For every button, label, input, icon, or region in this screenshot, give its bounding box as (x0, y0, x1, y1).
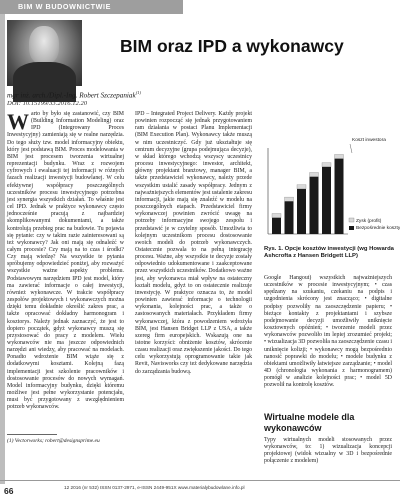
column-3-text: Google Hangout) wszystkich najważniejszych uczestników w procesie inwestycyjnym; • czas spędzany na szukaniu, czekaniu na podpis i uzgodnienia skrócony jest znacząco; • digitalne podpisy pozwoliły na zaoszczędzenie papieru; • bieżące kontakty z projektantami i szybsze podejmowanie decyzji umożliwiły uniknięcie kosztownych opóźnień; • tworzenie modeli przez wykonawców pozwoliło im lepiej zrozumieć projekt; • wizualizacja 3D pozwoliła na zaoszczędzenie czasu i uniknięcie kolizji; • wykonawcy mogą bezpośrednio nanosić poprawki do modelu; • modele budynku z obiektami umożliwiły łatwiejsze zarządzanie; • model 4D (chronologia wykonania z harmonogramem) pomógł w analizie kolejności prac; • model 5D pozwolił na kontrolę kosztów. (264, 275, 392, 389)
column-1 (7, 111, 124, 412)
column-1-text: arto by było się zastanowić, czy BIM (Building Information Modeling) oraz IPD (Integrowany Proces Inwestycyjny) zamieniają się w realne narzędzia. Do tego służy tzw. model informacyjny obiektu, który jest podstawą BIM. Proces modelowania w BIM jest procesem tworzenia wirtualnej reprezentacji budynku. Wraz z rozwojem cyfrowych i ewaluacji tej informacji w różnych fazach realizacji inwestycji budowlanej. W celu efektywnej współpracy poszczególnych uczestników procesu inwestycyjnego potrzebna jest synergia wszystkich działań. To właśnie jest cel IPD. Jednak w praktyce wykonawcy często jednocześnie pracują z najbardziej skomplikowanymi dokumentami, a także kontrolują przebieg prac na budowie. Tu pojawia się pytanie: czy w takim razie zainteresowani są też wykonawcy? Jak oni mają się odnaleźć w całym procesie? Czy mają na to czas i środki? Czy mają wiedzę? Na wszystkie te pytania spróbujemy odpowiedzieć poniżej, aby rozważyć wszystkie ważne aspekty problemu. Podstawowym narzędziem IPD jest model, który ma zawierać informacje o całej inwestycji, również wykonawcze. W trakcie współpracy zespołów projektowych i wykonawczych można dzięki temu dokładnie określić zakres prac, a także opracować dokładny harmonogram i kosztorys. Należy jednak zaznaczyć, że jest to dopiero początek, gdyż wykonawcy muszą się przystosować do pracy z modelem. Wielu wykonawców nie ma jeszcze odpowiednich narzędzi ani wiedzy, aby pracować na modelach. Ponadto wdrożenie BIM wiąże się z dodatkowymi kosztami. Kolejną fazą implementacji jest szkolenie pracowników i dostosowanie procesów do nowych wymagań. Model informacyjny budynku, dzięki któremu możliwe jest pełne wykorzystanie potencjału, musi być przygotowany z uwzględnieniem potrzeb wykonawców. (7, 111, 124, 411)
bar-zysk-6 (335, 154, 344, 158)
bar-zysk-2 (285, 197, 294, 201)
bar-bezposrednie-3 (297, 189, 306, 234)
author-face (29, 26, 59, 64)
footnote-rule (7, 434, 57, 435)
bar-bezposrednie-6 (335, 159, 344, 234)
legend-zysk: Zysk (profit) (356, 219, 382, 224)
footer-text: 12 2016 (nr 532) ISSN 0137-2971, e-ISSN 2449-951X www.materialybudowlane.info.pl (64, 485, 245, 490)
article-title: BIM oraz IPD a wykonawcy (120, 36, 344, 56)
bar-bezposrednie-4 (310, 177, 319, 234)
column-2-text: IPD – Integrated Project Delivery. Każdy projekt powinien rozpocząć się jednak przygotowaniem ram działania w postaci Planu Implementacji (BIM Execution Plan). Wykonawcy także muszą w nim uczestniczyć. Gdy już ukształtuje się centrum decyzyjne (grupa podejmująca decyzje), w skład którego wchodzą wszyscy uczestnicy procesu inwestycyjnego: inwestor, architekt, główny projektant branżowy, manager BIM, a także przedstawiciel wykonawcy, należy przede wszystkim ustalić zasady współpracy. Jednym z najważniejszych elementów jest ustalenie zakresu informacji, jakie mają się znaleźć w modelu na poszczególnych etapach. Przedstawiciel firmy wykonawczej powinien zwrócić uwagę na potrzeby informacyjne swojego zespołu i przedstawić je w czytelny sposób. Umożliwia to kolejnym uczestnikom procesu dostosowanie swoich modeli do potrzeb wykonawczych. Ostatecznie pozwala to na pełną integrację procesu. Ważne, aby wszystkie te decyzje zostały odpowiednio udokumentowane i zaakceptowane przez wszystkich uczestników. Dodatkowo ważne jest, aby wykonawca miał wpływ na ostateczny kształt modelu, gdyż to on ostatecznie realizuje inwestycję. W praktyce oznacza to, że model powinien zawierać informacje o technologii wykonania, kolejności prac, a także o zastosowanych materiałach. Przykładem firmy wykonawczej, która z powodzeniem wdrożyła BIM, jest Hansen Bridget LLP z USA, a także szereg firm europejskich. Wskazują one na istotne korzyści: obniżenie kosztów, skrócenie czasu realizacji oraz zwiększenie jakości. Do tego celu wykorzystują oprogramowanie takie jak Revit, Navisworks czy też dedykowane narzędzia do zarządzania budową. (135, 111, 252, 375)
label-koszt: Koszt inwestora (352, 138, 386, 143)
column-1-paragraph (7, 111, 124, 412)
bar-zysk-5 (322, 163, 331, 167)
bar-zysk-4 (310, 173, 319, 177)
author-mark: (1) (135, 90, 141, 95)
bar-zysk-1 (272, 214, 281, 218)
author-name: mgr inż. arch./Dipl.-Ing. Robert Szczepaniak (7, 91, 136, 100)
legend-zysk-swatch (349, 218, 354, 222)
doi: DOI: 10.15199/33.2016.12.20 (7, 100, 88, 107)
column-3 (264, 275, 392, 390)
figure-caption: Rys. 1. Opcje kosztów inwestycji (wg Howarda Ashcrofta z Hansen Bridgett LLP) (264, 246, 394, 259)
page-number: 66 (4, 486, 14, 496)
chart (264, 108, 400, 256)
column-4 (264, 437, 392, 466)
column-2 (135, 111, 252, 376)
section-header: BIM W BUDOWNICTWIE (0, 0, 183, 14)
bar-bezposrednie-2 (285, 201, 294, 234)
dropcap: W (7, 109, 29, 134)
footer-rule (0, 480, 400, 481)
bar-bezposrednie-5 (322, 167, 331, 234)
bar-bezposrednie-1 (272, 218, 281, 234)
column-4-text: Typy wirtualnych modeli stosowanych przez wykonawców, to: 1) wizualizacja koncepcji projektowej (widok wizualny w 3D i bezpośrednie połączenie z modelem) (264, 437, 392, 465)
author-line (7, 90, 141, 99)
legend-bezposr: Bezpośrednie koszty (356, 226, 400, 231)
author-photo (7, 20, 82, 86)
label-koszt-leader (350, 144, 352, 153)
chart-svg (264, 108, 400, 248)
footnote: (1) Vectorworks; robert@designsprime.eu (7, 438, 100, 444)
section-heading: Wirtualne modele dla wykonawców (264, 412, 355, 433)
legend-bezposr-swatch (349, 226, 354, 230)
bar-zysk-3 (297, 185, 306, 189)
side-strip (0, 14, 5, 484)
